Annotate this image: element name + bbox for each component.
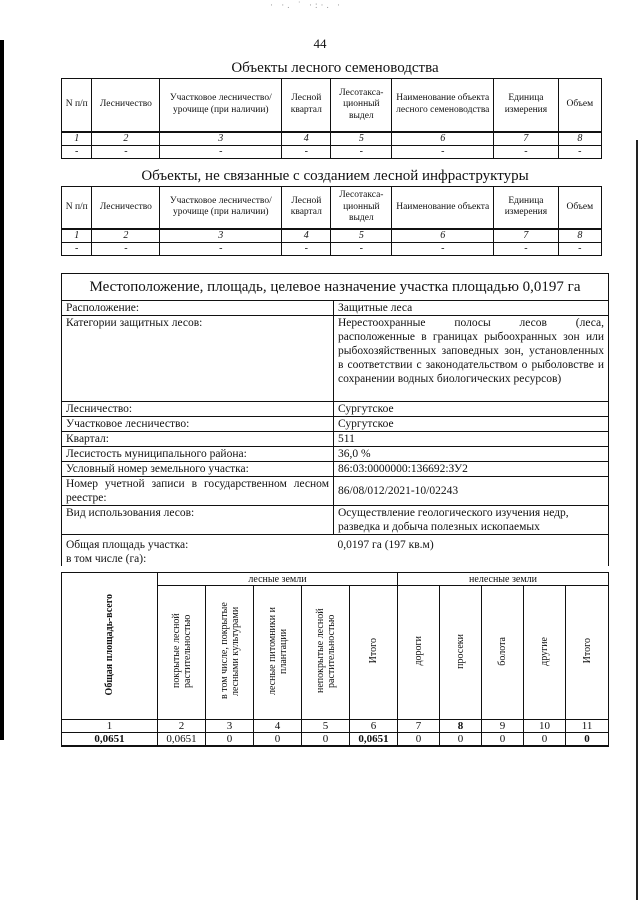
col-number: 1 — [62, 720, 158, 733]
table-cell: - — [558, 242, 601, 255]
area-value: 0 — [254, 733, 302, 747]
col-header: Лесничество — [92, 187, 160, 229]
col-header: болота — [482, 586, 524, 720]
location-value: Нерестоохранные полосы лесов (леса, расположенные в границах рыбоохранных зон или рыбохозяйственных заповедных зон, установленных в соответствии с законодательством о рыболовстве и сохранении водных биологических ресурсов) — [334, 316, 609, 402]
col-header: Участковое лесничество/урочище (при наличии) — [160, 187, 282, 229]
location-row — [62, 316, 609, 402]
col-number: 1 — [62, 229, 92, 243]
col-number: 4 — [254, 720, 302, 733]
area-value: 0,0651 — [350, 733, 398, 747]
table-cell: - — [494, 145, 558, 158]
col-number: 2 — [92, 229, 160, 243]
col-header: Единица измерения — [494, 187, 558, 229]
table-cell: - — [62, 145, 92, 158]
group-forest-header: лесные земли — [158, 573, 398, 586]
col-header: Лесничество — [92, 79, 160, 132]
area-value: 0 — [440, 733, 482, 747]
area-value: 0 — [482, 733, 524, 747]
group-nonforest-header: нелесные земли — [398, 573, 609, 586]
location-row — [62, 506, 609, 535]
column-numbers-row — [62, 132, 602, 146]
col-header: лесные питомники и плантации — [254, 586, 302, 720]
area-value: 0,0651 — [158, 733, 206, 747]
table-cell: - — [160, 242, 282, 255]
location-label: Условный номер земельного участка: — [62, 462, 334, 477]
location-label: Категории защитных лесов: — [62, 316, 334, 402]
col-number: 8 — [558, 132, 601, 146]
location-value: Сургутское — [334, 417, 609, 432]
col-number: 5 — [331, 229, 392, 243]
location-row — [62, 477, 609, 506]
location-label: Лесистость муниципального района: — [62, 447, 334, 462]
total-area-value: 0,0197 га (197 кв.м) — [334, 535, 609, 553]
col-number: 2 — [158, 720, 206, 733]
total-area-label: Общая площадь участка: — [62, 535, 334, 553]
col-header: Объем — [558, 187, 601, 229]
col-header: Объем — [558, 79, 601, 132]
col-number: 9 — [482, 720, 524, 733]
including-row — [62, 552, 609, 566]
area-value: 0,0651 — [62, 733, 158, 747]
col-number: 4 — [282, 229, 331, 243]
scan-right-edge — [636, 140, 638, 900]
location-value: 36,0 % — [334, 447, 609, 462]
seed-objects-table — [61, 78, 602, 159]
seed-objects-title: Объекты лесного семеноводства — [231, 60, 439, 76]
location-value: Осуществление геологического изучения недр, разведка и добыча полезных ископаемых — [334, 506, 609, 535]
location-value: 511 — [334, 432, 609, 447]
location-label: Квартал: — [62, 432, 334, 447]
column-numbers-row — [62, 720, 609, 733]
col-header: дороги — [398, 586, 440, 720]
col-header: N п/п — [62, 187, 92, 229]
table-cell: - — [92, 242, 160, 255]
col-header: Единица измерения — [494, 79, 558, 132]
col-number: 5 — [302, 720, 350, 733]
location-value: 86:03:0000000:136692:ЗУ2 — [334, 462, 609, 477]
table-row — [62, 145, 602, 158]
location-row — [62, 432, 609, 447]
col-number: 3 — [206, 720, 254, 733]
scan-left-edge — [0, 40, 4, 740]
col-header: Итого — [350, 586, 398, 720]
location-value: Сургутское — [334, 402, 609, 417]
col-header: Общая площадь-всего — [62, 573, 158, 720]
area-values-row — [62, 733, 609, 747]
area-value: 0 — [206, 733, 254, 747]
col-number: 3 — [160, 229, 282, 243]
total-area-row — [62, 535, 609, 553]
area-value: 0 — [398, 733, 440, 747]
table-cell: - — [92, 145, 160, 158]
col-number: 6 — [392, 132, 494, 146]
col-number: 7 — [494, 132, 558, 146]
table-cell: - — [558, 145, 601, 158]
col-number: 6 — [350, 720, 398, 733]
col-header: просеки — [440, 586, 482, 720]
col-number: 8 — [558, 229, 601, 243]
table-cell: - — [282, 242, 331, 255]
table-cell: - — [392, 145, 494, 158]
table-cell: - — [392, 242, 494, 255]
location-label: Номер учетной записи в государственном лесном реестре: — [62, 477, 334, 506]
column-numbers-row — [62, 229, 602, 243]
including-label: в том числе (га): — [62, 552, 609, 566]
col-header: Участковое лесничество/урочище (при наличии) — [160, 79, 282, 132]
location-row — [62, 402, 609, 417]
col-number: 3 — [160, 132, 282, 146]
table-cell: - — [331, 145, 392, 158]
location-row — [62, 417, 609, 432]
area-breakdown-table — [61, 572, 609, 747]
location-row — [62, 301, 609, 316]
table-cell: - — [282, 145, 331, 158]
col-number: 8 — [440, 720, 482, 733]
location-value: Защитные леса — [334, 301, 609, 316]
col-header: покрытые лесной растительностью — [158, 586, 206, 720]
col-number: 5 — [331, 132, 392, 146]
col-number: 10 — [524, 720, 566, 733]
page-number: 44 — [313, 36, 327, 51]
col-header: Лесотакса-ционный выдел — [331, 187, 392, 229]
col-number: 11 — [566, 720, 609, 733]
col-header: в том числе, покрытые лесными культурами — [206, 586, 254, 720]
table-cell: - — [160, 145, 282, 158]
col-header: Наименование объекта лесного семеноводства — [392, 79, 494, 132]
location-row — [62, 447, 609, 462]
col-header: Итого — [566, 586, 609, 720]
col-number: 7 — [494, 229, 558, 243]
area-value: 0 — [302, 733, 350, 747]
location-value: 86/08/012/2021-10/02243 — [334, 477, 609, 506]
col-header: Лесотакса-ционный выдел — [331, 79, 392, 132]
col-number: 2 — [92, 132, 160, 146]
table-cell: - — [494, 242, 558, 255]
location-label: Участковое лесничество: — [62, 417, 334, 432]
table-cell: - — [62, 242, 92, 255]
non-infra-objects-table — [61, 186, 602, 256]
location-title: Местоположение, площадь, целевое назначение участка площадью 0,0197 га — [62, 274, 609, 301]
area-value: 0 — [566, 733, 609, 747]
location-row — [62, 462, 609, 477]
col-number: 4 — [282, 132, 331, 146]
location-label: Лесничество: — [62, 402, 334, 417]
col-number: 6 — [392, 229, 494, 243]
location-label: Вид использования лесов: — [62, 506, 334, 535]
col-header: непокрытые лесной растительностью — [302, 586, 350, 720]
location-table — [61, 273, 609, 566]
col-number: 7 — [398, 720, 440, 733]
col-header: Наименование объекта — [392, 187, 494, 229]
col-header: другие — [524, 586, 566, 720]
table-cell: - — [331, 242, 392, 255]
col-header: Лесной квартал — [282, 187, 331, 229]
col-number: 1 — [62, 132, 92, 146]
col-header: N п/п — [62, 79, 92, 132]
location-label: Расположение: — [62, 301, 334, 316]
col-header: Лесной квартал — [282, 79, 331, 132]
scan-noise: · ·. ˙ ·:·. · — [270, 0, 343, 10]
area-value: 0 — [524, 733, 566, 747]
table-row — [62, 242, 602, 255]
non-infra-objects-title: Объекты, не связанные с созданием лесной инфраструктуры — [141, 168, 529, 184]
